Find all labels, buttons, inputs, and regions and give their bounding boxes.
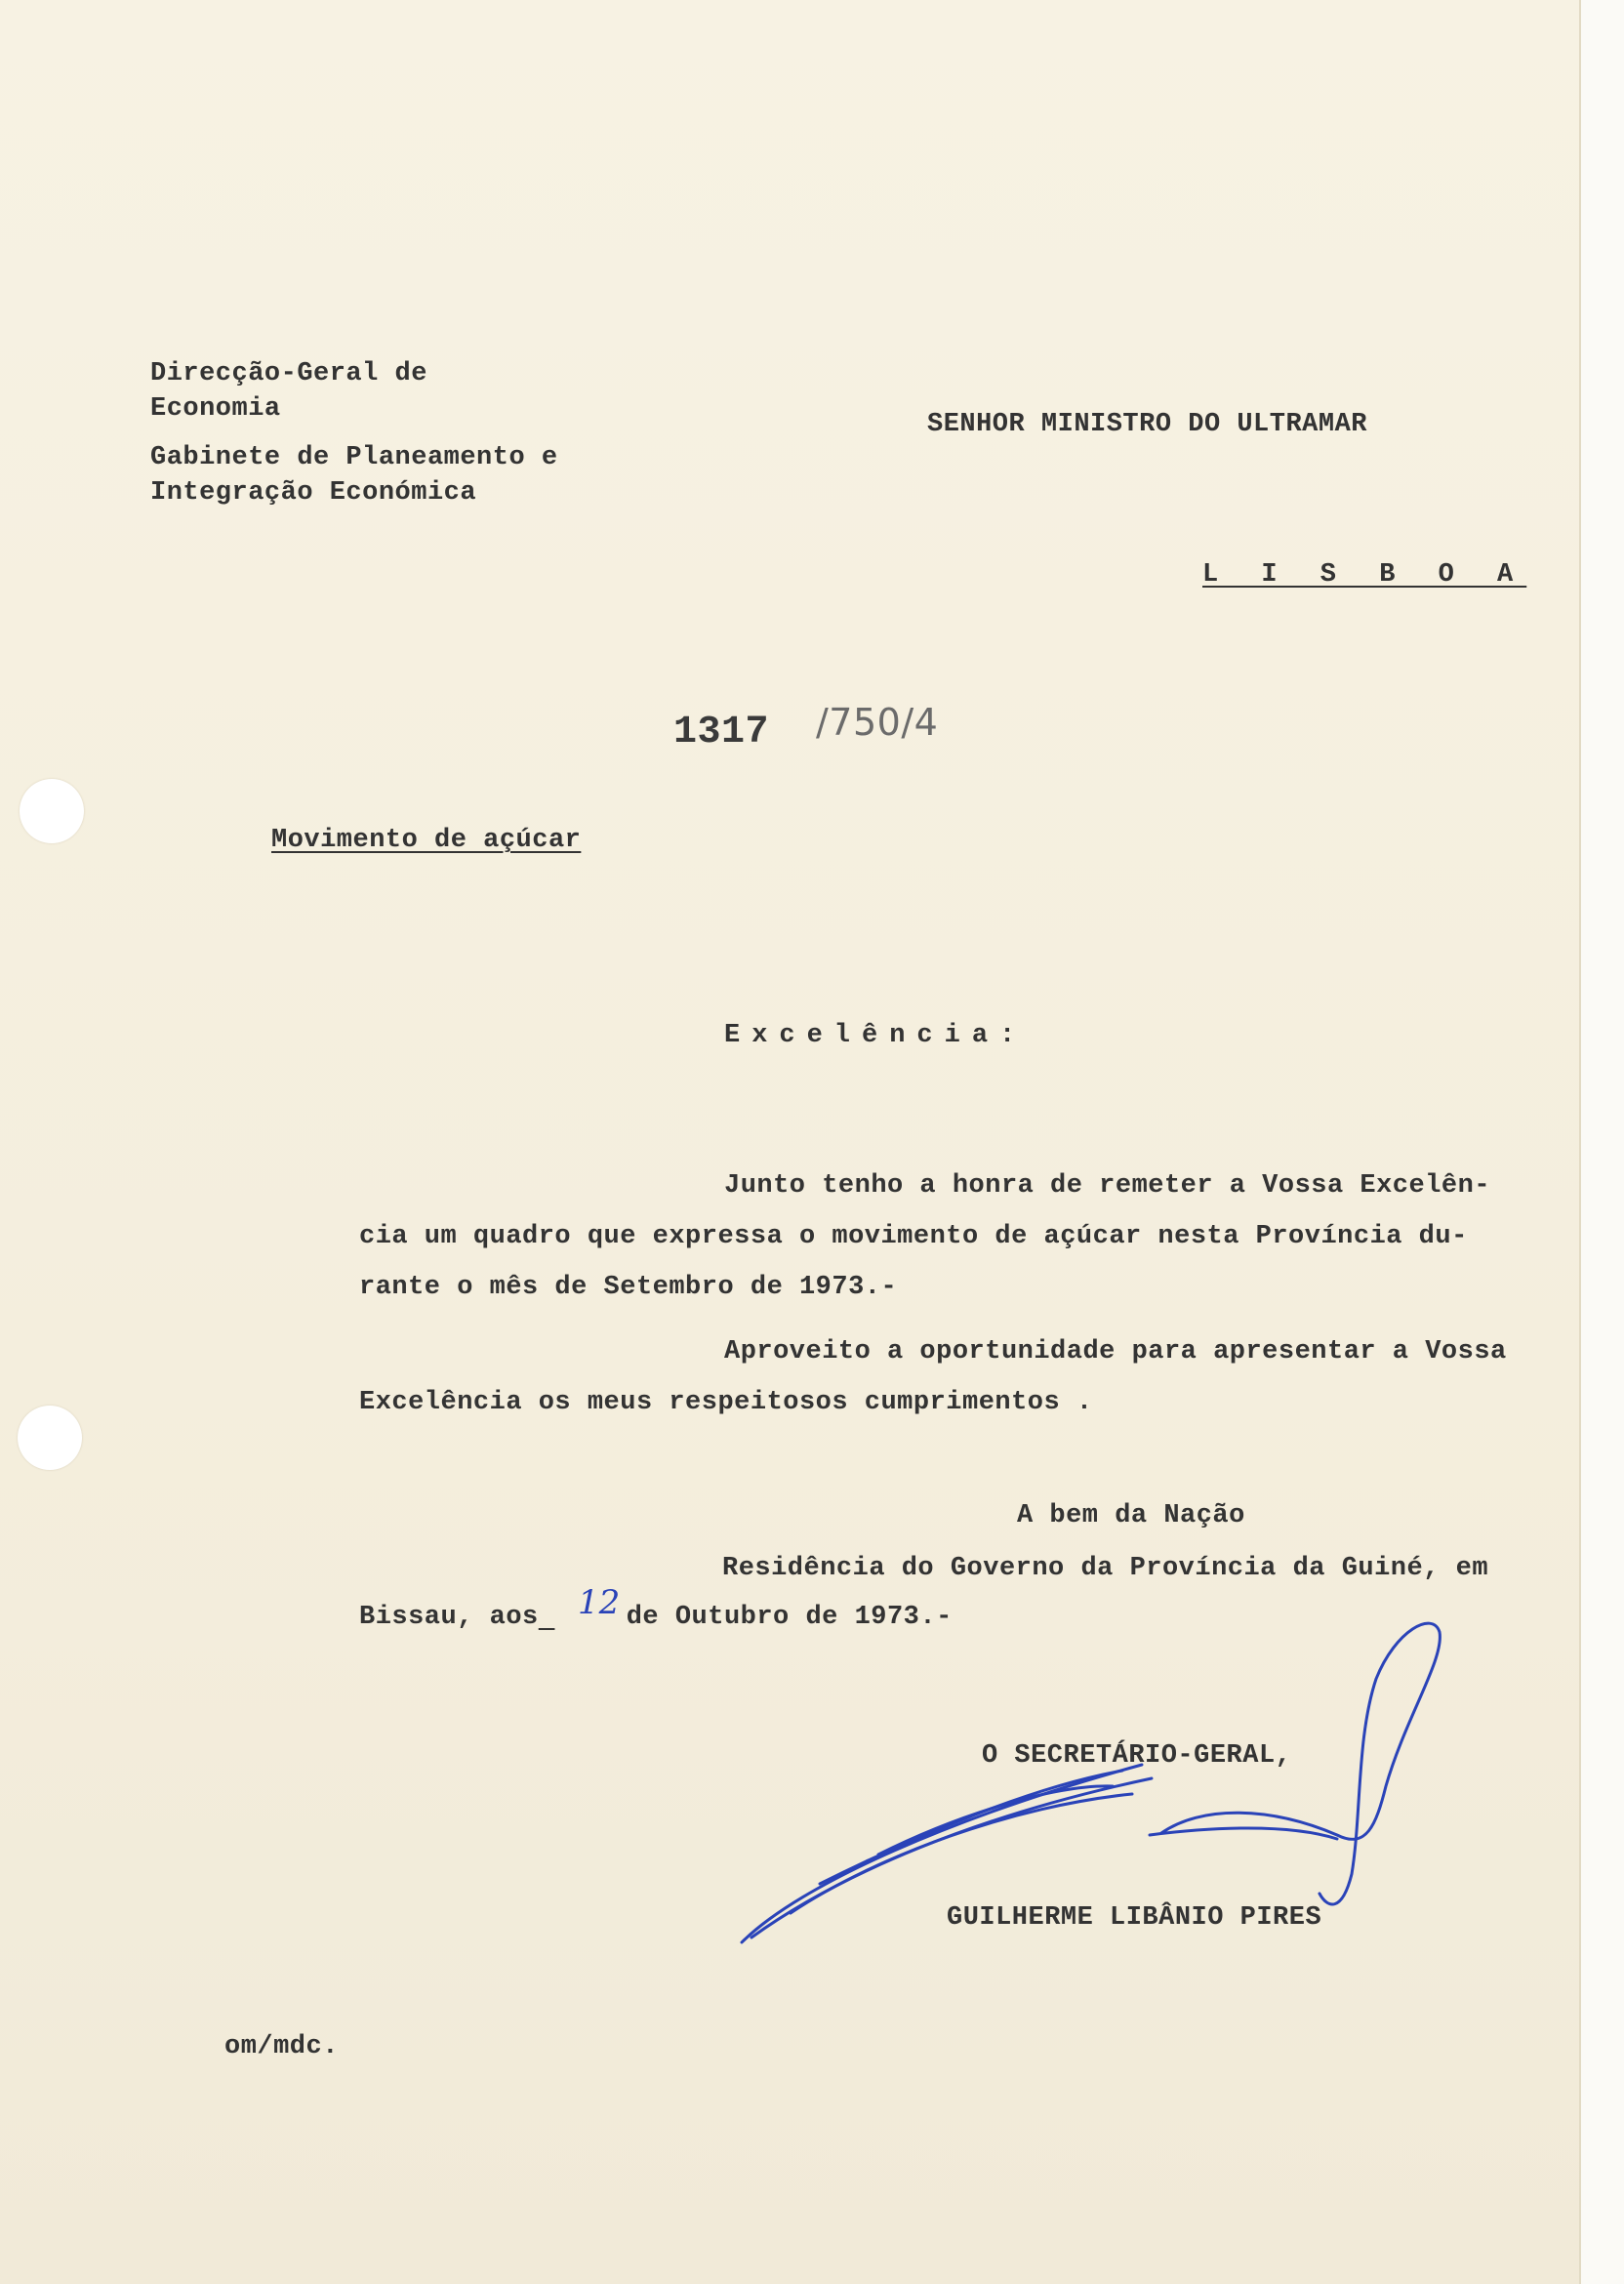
body-p2-line2: Excelência os meus respeitosos cumprimentos . — [359, 1388, 1093, 1417]
closing-place-prefix: Bissau, aos — [359, 1603, 539, 1632]
sender-line-2: Economia — [150, 394, 281, 424]
salutation: Excelência: — [724, 1021, 1028, 1050]
typist-initials: om/mdc. — [224, 2032, 339, 2061]
sender-line-3: Gabinete de Planeamento e — [150, 443, 558, 472]
sender-line-1: Direcção-Geral de — [150, 359, 427, 388]
reference-suffix: /750/4 — [816, 701, 939, 744]
recipient-title: SENHOR MINISTRO DO ULTRAMAR — [927, 410, 1367, 439]
reference-number: 1317 — [673, 711, 770, 755]
sender-line-4: Integração Económica — [150, 478, 477, 508]
recipient-city: L I S B O A — [1202, 560, 1527, 590]
subject-line: Movimento de açúcar — [271, 826, 582, 855]
body-p1-line1: Junto tenho a honra de remeter a Vossa Excelên- — [724, 1171, 1491, 1201]
body-p1-line3: rante o mês de Setembro de 1973.- — [359, 1273, 898, 1302]
body-p1-line2: cia um quadro que expressa o movimento de açúcar nesta Província du- — [359, 1222, 1468, 1251]
handwritten-day: 12 — [578, 1583, 621, 1622]
signature-name: GUILHERME LIBÂNIO PIRES — [947, 1903, 1322, 1933]
page-edge — [1581, 0, 1624, 2284]
signature-role: O SECRETÁRIO-GERAL, — [982, 1741, 1292, 1771]
closing-place-line1: Residência do Governo da Província da Guiné, em — [722, 1554, 1489, 1583]
body-p2-line1: Aproveito a oportunidade para apresentar a Vossa — [724, 1337, 1507, 1366]
closing-motto: A bem da Nação — [1017, 1501, 1245, 1530]
closing-place-suffix: de Outubro de 1973.- — [626, 1603, 953, 1632]
